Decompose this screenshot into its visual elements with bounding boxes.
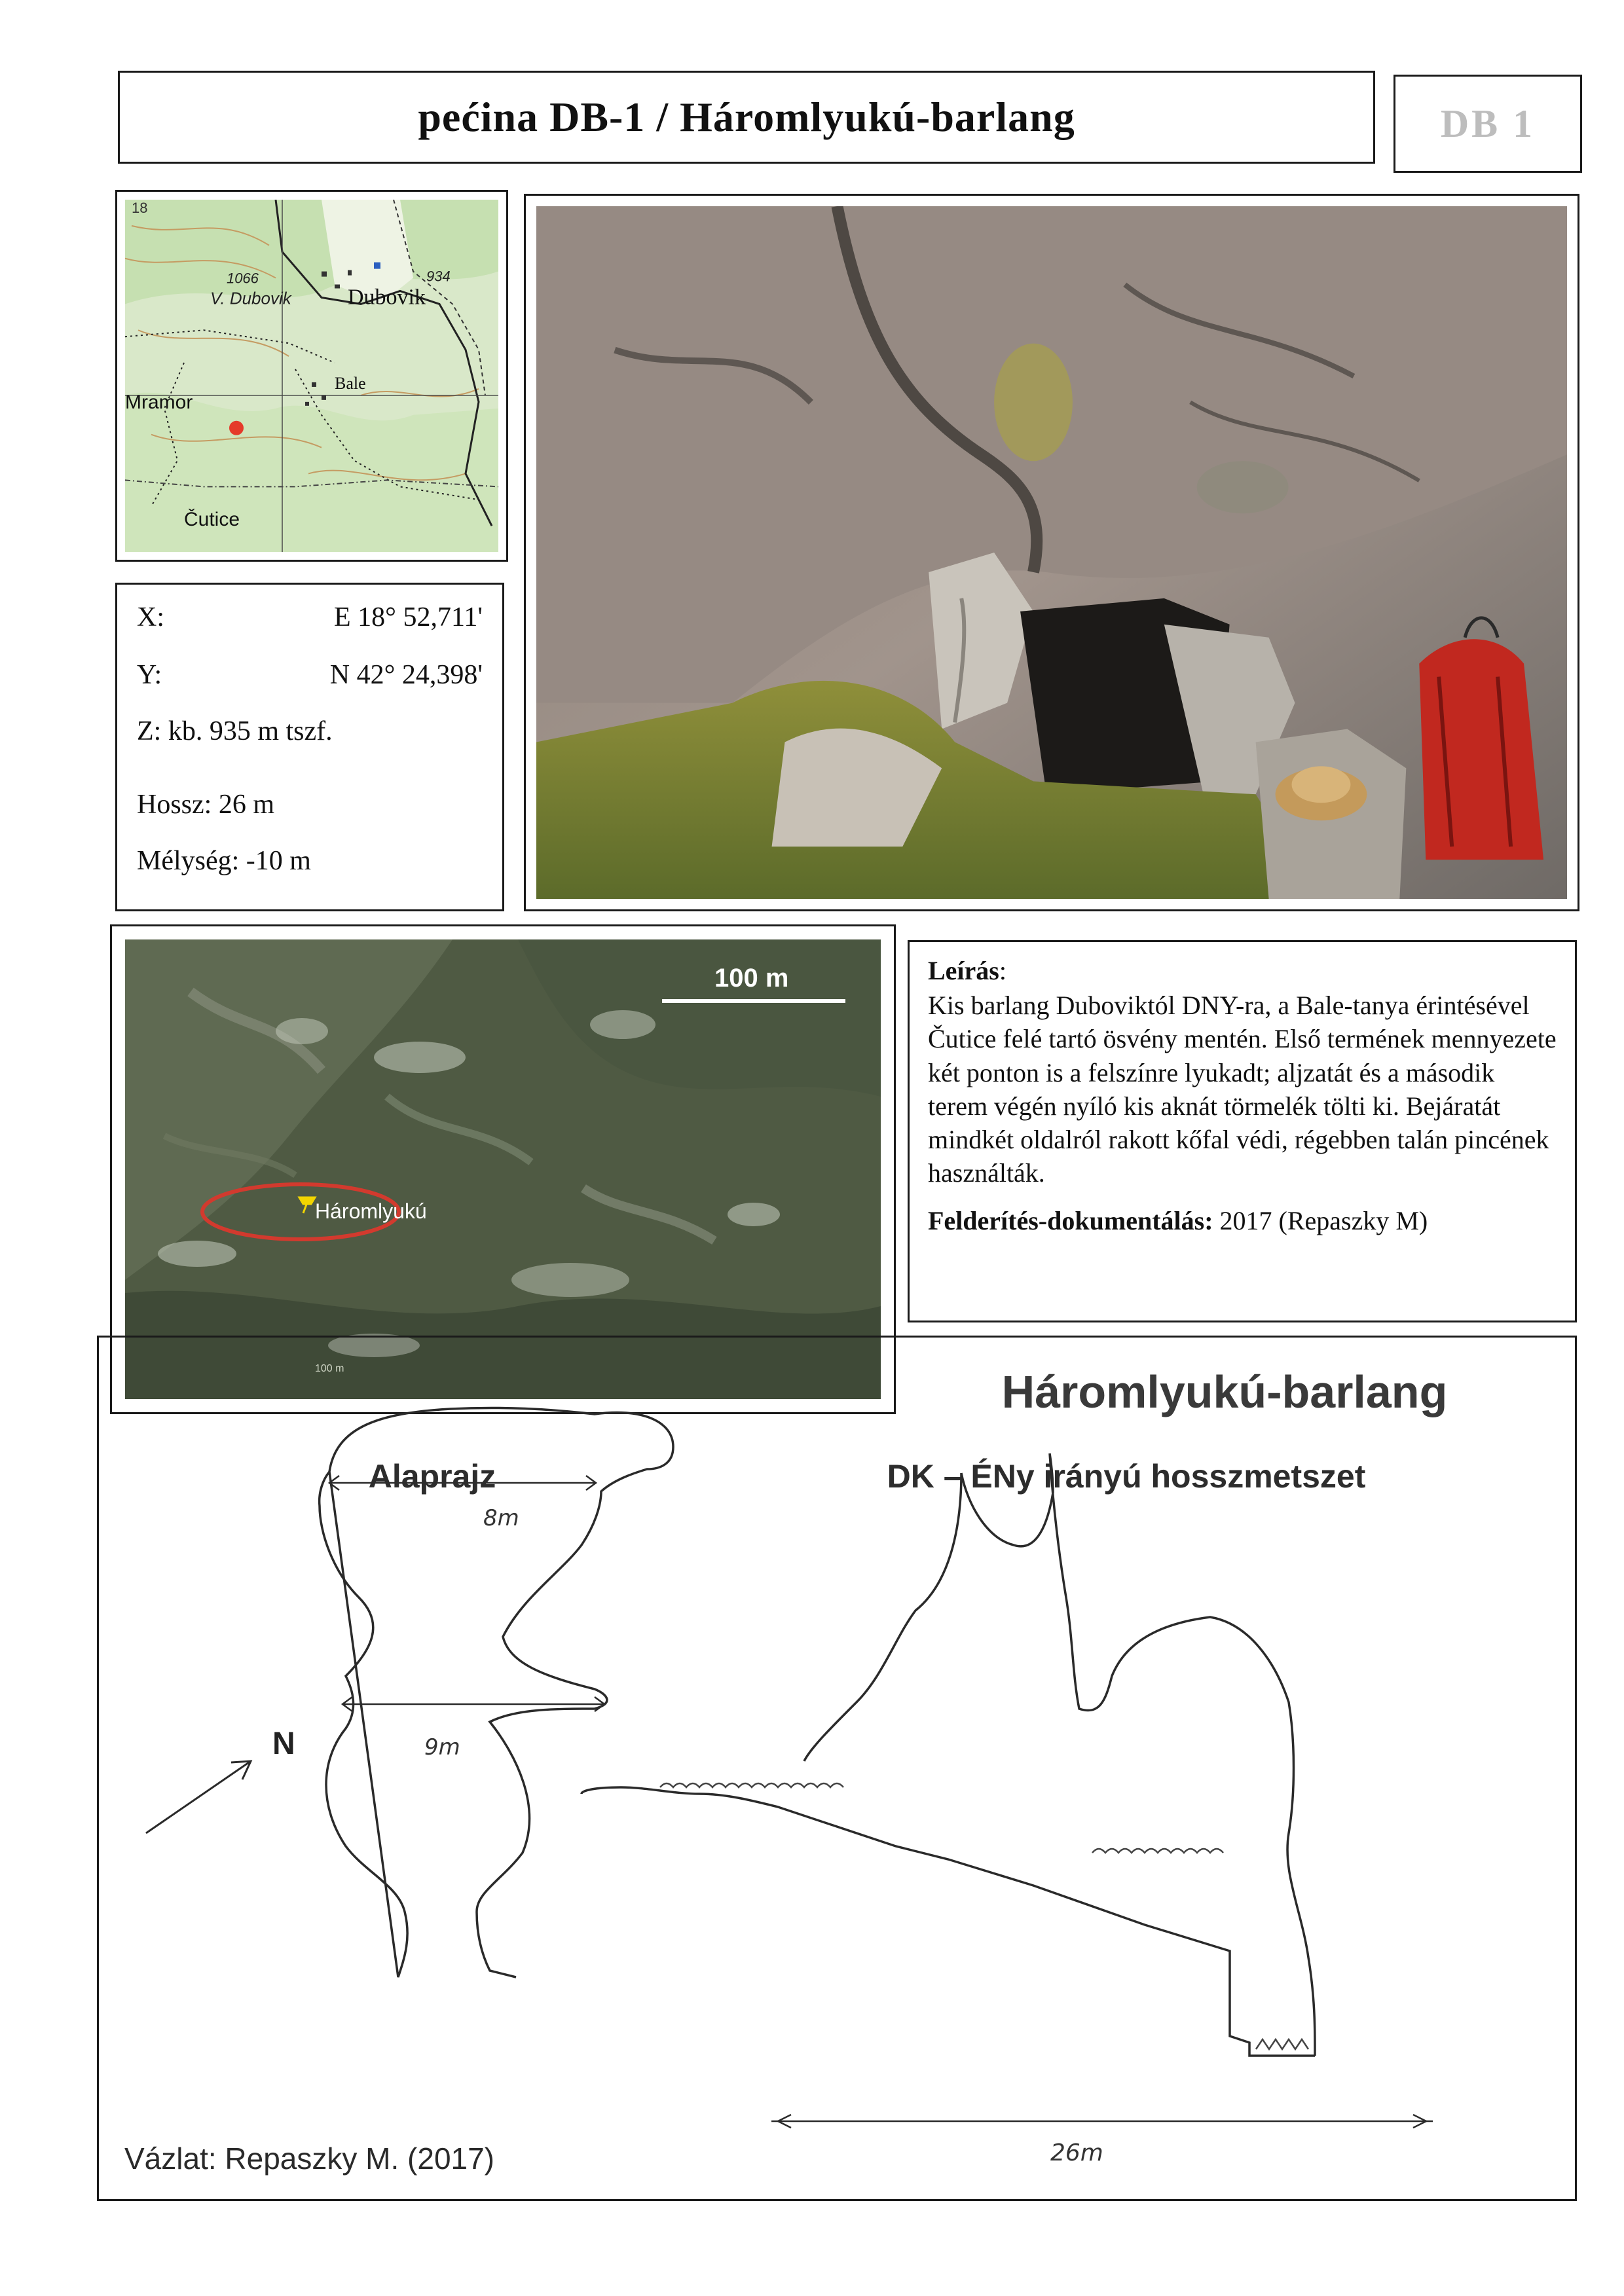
description-heading: [928, 954, 1557, 987]
plan-width-1: 8m: [483, 1505, 519, 1531]
x-value: E 18° 52,711': [334, 602, 483, 632]
topo-map: [115, 190, 508, 562]
height-934-label: 934: [426, 268, 451, 285]
description-text: Kis barlang Duboviktól DNY-ra, a Bale-tanya érintésével Čutice felé tartó ösvény mentén. Első termének mennyezete két ponton is a felszínre lyukadt; aljzatát és a második terem végén nyíló kis aknát törmelék tölti ki. Bejáratát mindkét oldalról rakott kőfal védi, régebben talán pincének használták.: [928, 991, 1557, 1188]
north-arrow: [146, 1761, 251, 1833]
x-label: X:: [137, 602, 164, 632]
grid-label-18: 18: [132, 200, 148, 216]
page-title: pećina DB-1 / Háromlyukú-barlang: [418, 94, 1075, 140]
coordinates-box: [115, 583, 504, 911]
cave-code: DB 1: [1440, 101, 1536, 145]
y-label: Y:: [137, 660, 162, 690]
y-value: N 42° 24,398': [329, 660, 483, 690]
depth-text: Mélység: -10 m: [137, 846, 311, 876]
mramor-label: Mramor: [125, 391, 193, 413]
scale-label: 100 m: [714, 964, 789, 993]
section-debris-2: [1092, 1849, 1223, 1853]
aerial-small-scale: 100 m: [315, 1363, 344, 1374]
length-text: Hossz: 26 m: [137, 790, 274, 820]
cave-location-marker: [229, 421, 244, 435]
aerial-image: [125, 939, 881, 1399]
topo-map-image: [125, 200, 498, 552]
description-heading-label: Leírás: [928, 956, 999, 985]
aerial-place-label: Háromlyukú: [315, 1199, 427, 1223]
peak-name-label: V. Dubovik: [210, 289, 291, 308]
code-box: [1393, 75, 1582, 173]
discovery-line: [928, 1204, 1557, 1237]
section-length: 26m: [1050, 2140, 1103, 2166]
plan-width-2: 9m: [424, 1734, 460, 1760]
section-outline: [581, 1453, 1315, 2056]
cutice-label: Čutice: [184, 509, 240, 531]
bale-label: Bale: [335, 373, 366, 393]
cave-entrance-photo: [524, 194, 1579, 911]
description-heading-colon: :: [999, 956, 1006, 985]
section-debris-3: [1256, 2039, 1308, 2049]
section-debris-1: [660, 1783, 843, 1787]
altitude-text: Z: kb. 935 m tszf.: [137, 716, 333, 746]
sketch-author: Vázlat: Repaszky M. (2017): [124, 2141, 495, 2176]
title-box: [118, 71, 1375, 164]
plan-label: Alaprajz: [368, 1458, 496, 1495]
discovery-label: Felderítés-dokumentálás:: [928, 1206, 1213, 1236]
description-box: [908, 940, 1577, 1322]
north-label: N: [272, 1726, 295, 1761]
peak-height-label: 1066: [227, 270, 259, 287]
village-label: Dubovik: [348, 285, 426, 310]
sketch-title: Háromlyukú-barlang: [1001, 1366, 1448, 1417]
section-label: DK – ÉNy irányú hosszmetszet: [887, 1458, 1366, 1495]
photo-image: [536, 206, 1567, 899]
discovery-value: 2017 (Repaszky M): [1219, 1206, 1428, 1236]
